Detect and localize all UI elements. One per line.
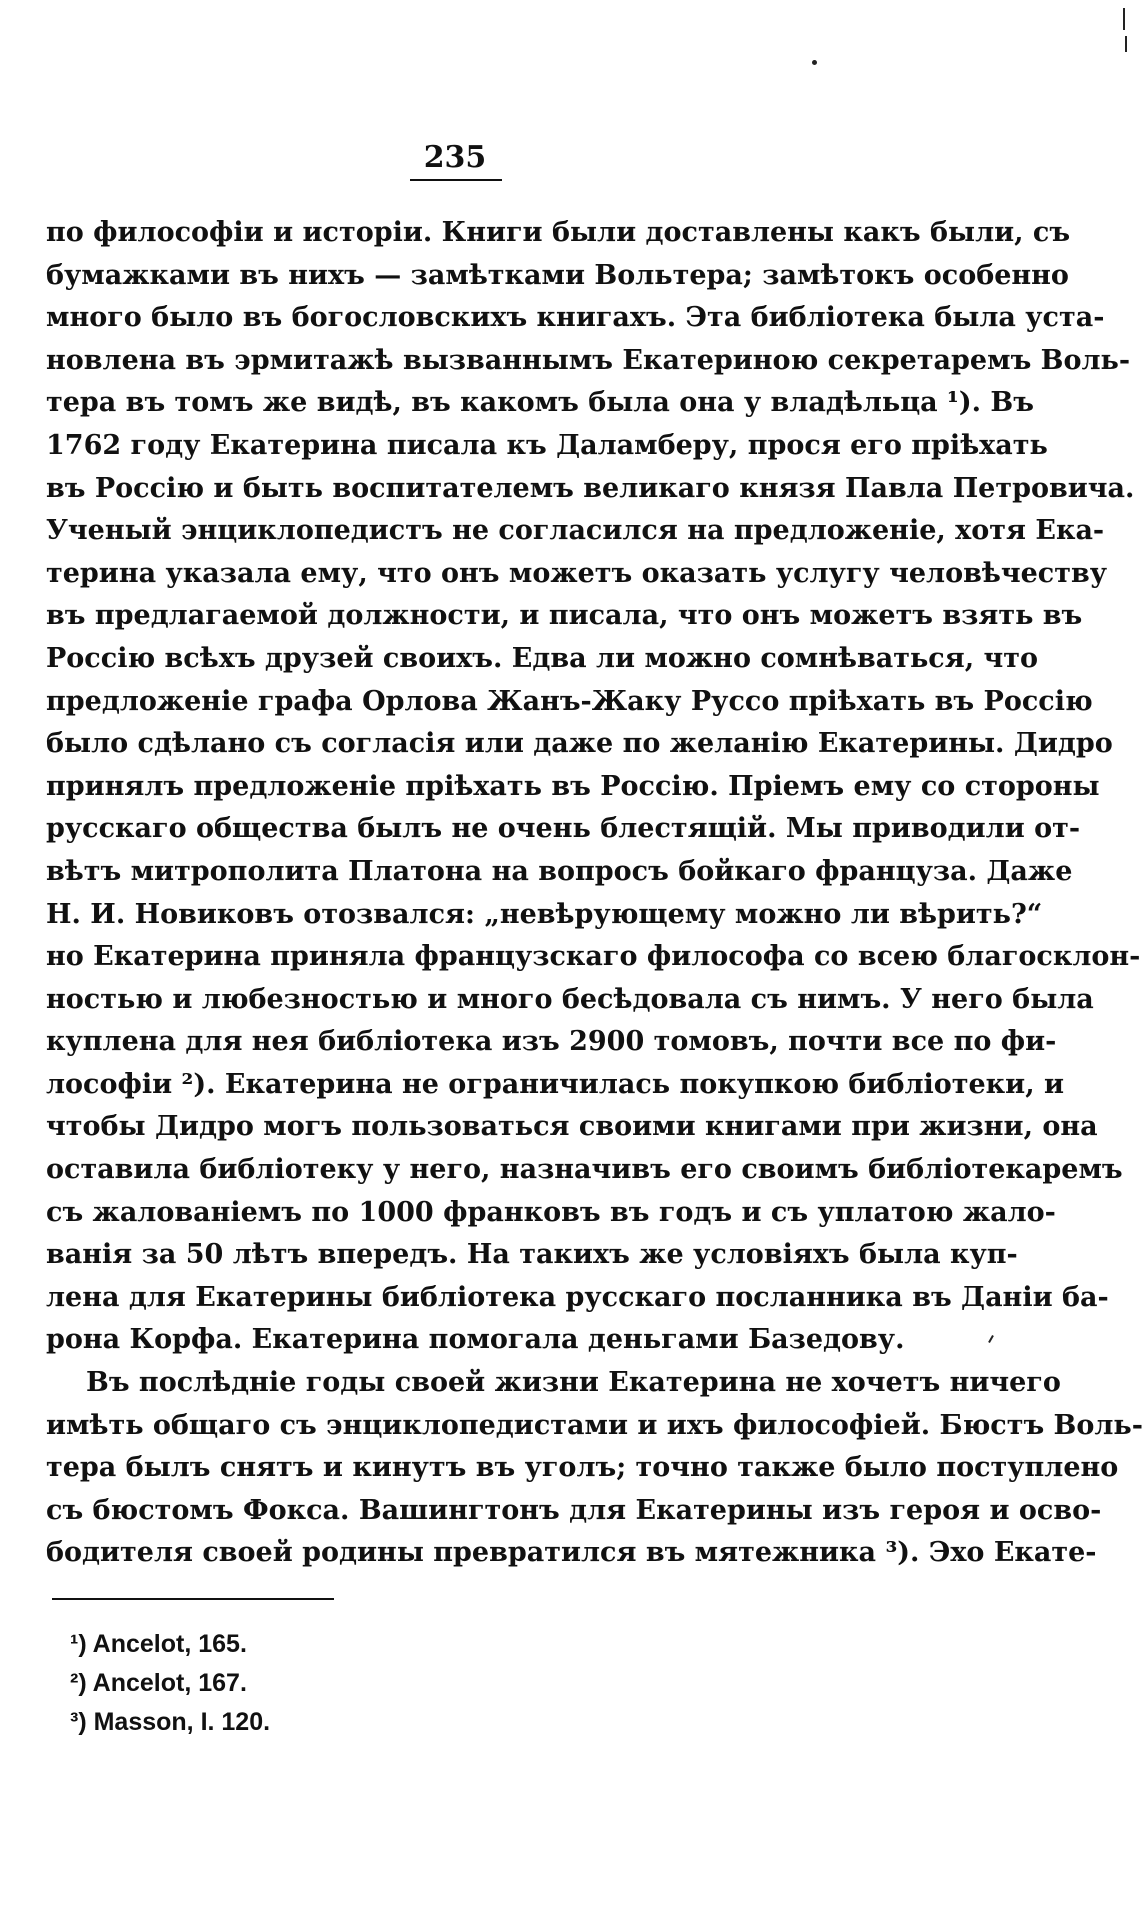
text-line: но Екатерина приняла французскаго философа со всею благосклон- [46,941,1141,973]
footnote-1: ¹) Ancelot, 165. [70,1630,247,1658]
text-line: бумажками въ нихъ — замѣтками Вольтера; замѣтокъ особенно [46,259,1069,291]
page-number: 235 [423,140,487,175]
text-line: Въ послѣдніе годы своей жизни Екатерина не хочетъ ничего [86,1367,1061,1399]
text-line: терина указала ему, что онъ можетъ оказать услугу человѣчеству [46,557,1107,589]
footnote-2: ²) Ancelot, 167. [70,1669,247,1697]
text-line: тера въ томъ же видѣ, въ какомъ была она у владѣльца ¹). Въ [46,387,1034,419]
text-line: тера былъ снятъ и кинутъ въ уголъ; точно также было поступлено [46,1452,1119,1484]
text-line: лософіи ²). Екатерина не ограничилась покупкою библіотеки, и [46,1068,1065,1100]
footnote-separator [52,1598,334,1600]
ink-speck [988,1335,994,1343]
edge-mark [1123,8,1125,30]
text-line: принялъ предложеніе пріѣхать въ Россію. Пріемъ ему со стороны [46,770,1100,802]
text-line: вѣтъ митрополита Платона на вопросъ бойкаго француза. Даже [46,855,1073,887]
text-line: предложеніе графа Орлова Жанъ-Жаку Руссо пріѣхать въ Россію [46,685,1093,717]
text-line: новлена въ эрмитажѣ вызваннымъ Екатериною секретаремъ Воль- [46,344,1131,376]
edge-mark [1125,36,1127,52]
text-line: куплена для нея библіотека изъ 2900 томовъ, почти все по фи- [46,1026,1057,1058]
footnote-3: ³) Masson, I. 120. [70,1708,271,1736]
text-line: русскаго общества былъ не очень блестящій. Мы приводили от- [46,813,1081,845]
text-line: Н. И. Новиковъ отозвался: „невѣрующему можно ли вѣрить?“ [46,898,1043,930]
text-line: 1762 году Екатерина писала къ Даламберу, прося его пріѣхать [46,429,1048,461]
text-line: съ жалованіемъ по 1000 франковъ въ годъ и съ уплатою жало- [46,1196,1056,1228]
text-line: имѣть общаго съ энциклопедистами и ихъ философіей. Бюстъ Воль- [46,1409,1143,1441]
body-text [46,212,1143,1575]
text-line: Ученый энциклопедистъ не согласился на предложеніе, хотя Ека- [46,515,1105,547]
text-line: по философіи и исторіи. Книги были доставлены какъ были, съ [46,217,1071,248]
text-line: рона Корфа. Екатерина помогала деньгами Базедову. [46,1324,905,1356]
text-line: чтобы Дидро могъ пользоваться своими книгами при жизни, она [46,1111,1098,1143]
text-line: Россію всѣхъ друзей своихъ. Едва ли можно сомнѣваться, что [46,642,1038,674]
paragraph-1 [46,212,1141,1362]
text-line: въ предлагаемой должности, и писала, что онъ можетъ взять въ [46,600,1083,632]
text-line: оставила библіотеку у него, назначивъ его своимъ библіотекаремъ [46,1154,1123,1186]
text-line: съ бюстомъ Фокса. Вашингтонъ для Екатерины изъ героя и осво- [46,1494,1102,1526]
text-line: лена для Екатерины библіотека русскаго посланника въ Даніи ба- [46,1281,1109,1313]
paragraph-2 [46,1362,1143,1575]
text-line: въ Россію и быть воспитателемъ великаго князя Павла Петровича. [46,472,1135,504]
text-line: много было въ богословскихъ книгахъ. Эта библіотека была уста- [46,302,1105,334]
ink-speck [812,60,817,65]
text-line: бодителя своей родины превратился въ мятежника ³). Эхо Екате- [46,1537,1097,1569]
footnotes [70,1625,670,1742]
text-line: ванія за 50 лѣтъ впередъ. На такихъ же условіяхъ была куп- [46,1239,1018,1271]
page-number-rule [410,179,502,181]
text-line: было сдѣлано съ согласія или даже по желанію Екатерины. Дидро [46,728,1113,760]
text-line: ностью и любезностью и много бесѣдовала съ нимъ. У него была [46,983,1094,1015]
